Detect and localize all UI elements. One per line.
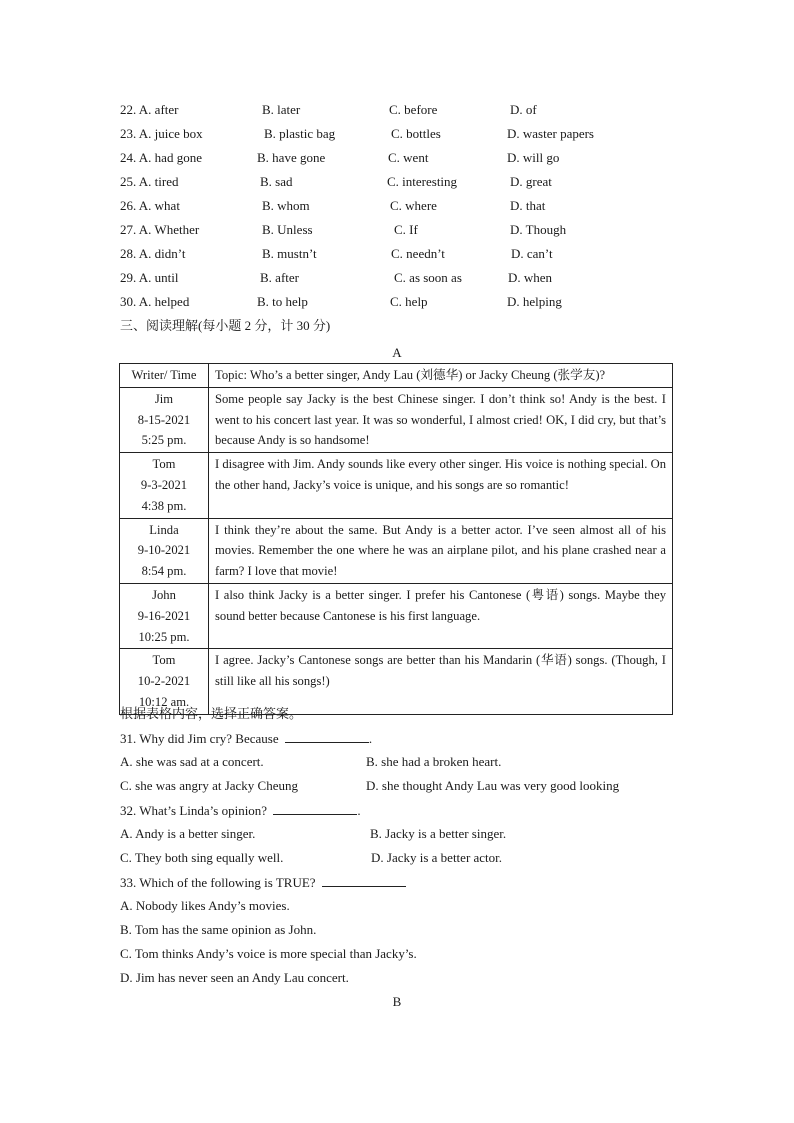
- post-time: 8:54 pm.: [141, 564, 187, 579]
- option-c: C. bottles: [391, 126, 441, 141]
- post-text: I think they’re about the same. But Andy is a better actor. I’ve seen almost all of his movies. Remember the one where he was an airplane pilot, and his plane crashed near a farm? I love that movie!: [209, 518, 673, 583]
- post-text: I also think Jacky is a better singer. I prefer his Cantonese (粤语) songs. Maybe they sound better because Cantonese is his first language.: [209, 583, 673, 648]
- post-text: I disagree with Jim. Andy sounds like every other singer. His voice is nothing special. On the other hand, Jacky’s voice is unique, and his songs are so romantic!: [209, 453, 673, 518]
- option-a: 29. A. until: [120, 270, 179, 285]
- option-c: C. interesting: [387, 174, 458, 189]
- option-c: C. before: [389, 102, 438, 117]
- post-time: 5:25 pm.: [141, 433, 187, 448]
- question-stem: 32. What’s Linda’s opinion?: [120, 803, 268, 818]
- writer-name: Tom: [152, 457, 176, 472]
- option-d: D. Though: [510, 222, 567, 237]
- option-a: 22. A. after: [120, 102, 179, 117]
- option-d: D. great: [510, 174, 552, 189]
- option-b: B. to help: [257, 294, 308, 309]
- option-a: 26. A. what: [120, 198, 180, 213]
- q33-option-a: A. Nobody likes Andy’s movies.: [120, 898, 290, 913]
- post-date: 8-15-2021: [137, 412, 191, 427]
- q33-option-b: B. Tom has the same opinion as John.: [120, 922, 317, 937]
- q32-option-a: A. Andy is a better singer.: [120, 826, 256, 841]
- option-d: D. when: [508, 270, 553, 285]
- post-date: 9-16-2021: [137, 608, 191, 623]
- header-topic: Topic: Who’s a better singer, Andy Lau (刘德华) or Jacky Cheung (张学友)?: [209, 364, 673, 388]
- option-d: D. will go: [507, 150, 560, 165]
- option-d: D. waster papers: [507, 126, 594, 141]
- q31-option-c: C. she was angry at Jacky Cheung: [120, 778, 298, 793]
- table-row: [120, 583, 673, 648]
- answer-blank[interactable]: [285, 730, 369, 743]
- header-writer-time: Writer/ Time: [120, 364, 209, 388]
- table-header-row: [120, 364, 673, 388]
- option-b: B. mustn’t: [262, 246, 317, 261]
- question-stem: 31. Why did Jim cry? Because: [120, 731, 279, 746]
- table-row: [120, 649, 673, 714]
- option-b: B. later: [262, 102, 301, 117]
- question-stem: 33. Which of the following is TRUE?: [120, 875, 316, 890]
- writer-name: John: [152, 587, 176, 602]
- q31-option-b: B. she had a broken heart.: [366, 754, 502, 769]
- writer-cell: [120, 387, 209, 452]
- option-a: 25. A. tired: [120, 174, 179, 189]
- option-c: C. needn’t: [391, 246, 445, 261]
- table-row: [120, 518, 673, 583]
- option-c: C. help: [390, 294, 428, 309]
- option-a: 30. A. helped: [120, 294, 190, 309]
- passage-b-label: B: [392, 994, 402, 1009]
- q33-option-c: C. Tom thinks Andy’s voice is more special than Jacky’s.: [120, 946, 417, 961]
- q32-option-c: C. They both sing equally well.: [120, 850, 284, 865]
- writer-cell: [120, 518, 209, 583]
- table-row: [120, 453, 673, 518]
- post-text: Some people say Jacky is the best Chinese singer. I don’t think so! Andy is the best. I went to his concert last year. It was so wonderful, I almost cried! OK, I did cry, but that’s because Andy is so handsome!: [209, 387, 673, 452]
- writer-name: Tom: [152, 653, 176, 668]
- writer-name: Linda: [149, 522, 179, 537]
- q31-option-d: D. she thought Andy Lau was very good looking: [366, 778, 620, 793]
- instruction: 根据表格内容，选择正确答案。: [120, 706, 303, 721]
- writer-cell: [120, 583, 209, 648]
- option-c: C. where: [390, 198, 437, 213]
- post-time: 4:38 pm.: [141, 498, 187, 513]
- post-date: 9-10-2021: [137, 543, 191, 558]
- option-b: B. plastic bag: [264, 126, 336, 141]
- writer-cell: [120, 453, 209, 518]
- forum-table: [119, 363, 673, 715]
- stem-end: .: [357, 803, 361, 818]
- section-title: 三、阅读理解(每小题 2 分，计 30 分): [120, 318, 331, 333]
- question-31: [120, 730, 372, 747]
- option-d: D. of: [510, 102, 537, 117]
- passage-a-label: A: [392, 345, 402, 360]
- option-d: D. helping: [507, 294, 562, 309]
- q31-option-a: A. she was sad at a concert.: [120, 754, 264, 769]
- answer-blank[interactable]: [273, 802, 357, 815]
- option-d: D. can’t: [511, 246, 553, 261]
- question-32: [120, 802, 361, 819]
- question-33: [120, 874, 406, 891]
- q32-option-d: D. Jacky is a better actor.: [371, 850, 503, 865]
- stem-end: .: [368, 731, 373, 746]
- q33-option-d: D. Jim has never seen an Andy Lau concert.: [120, 970, 349, 985]
- option-a: 23. A. juice box: [120, 126, 203, 141]
- option-b: B. sad: [260, 174, 293, 189]
- answer-blank[interactable]: [322, 874, 406, 887]
- option-a: 27. A. Whether: [120, 222, 200, 237]
- option-c: C. as soon as: [394, 270, 462, 285]
- option-c: C. If: [394, 222, 418, 237]
- option-a: 24. A. had gone: [120, 150, 202, 165]
- post-text: I agree. Jacky’s Cantonese songs are better than his Mandarin (华语) songs. (Though, I still like all his songs!): [209, 649, 673, 714]
- option-c: C. went: [388, 150, 429, 165]
- writer-cell: [120, 649, 209, 714]
- writer-name: Jim: [154, 391, 174, 406]
- post-time: 10:25 pm.: [138, 629, 190, 644]
- option-b: B. Unless: [262, 222, 313, 237]
- option-b: B. after: [260, 270, 299, 285]
- q32-option-b: B. Jacky is a better singer.: [370, 826, 507, 841]
- table-row: [120, 387, 673, 452]
- option-a: 28. A. didn’t: [120, 246, 186, 261]
- option-b: B. whom: [262, 198, 310, 213]
- post-time: 10:12 am.: [138, 694, 190, 709]
- option-d: D. that: [510, 198, 546, 213]
- option-b: B. have gone: [257, 150, 326, 165]
- post-date: 9-3-2021: [140, 477, 188, 492]
- post-date: 10-2-2021: [137, 674, 191, 689]
